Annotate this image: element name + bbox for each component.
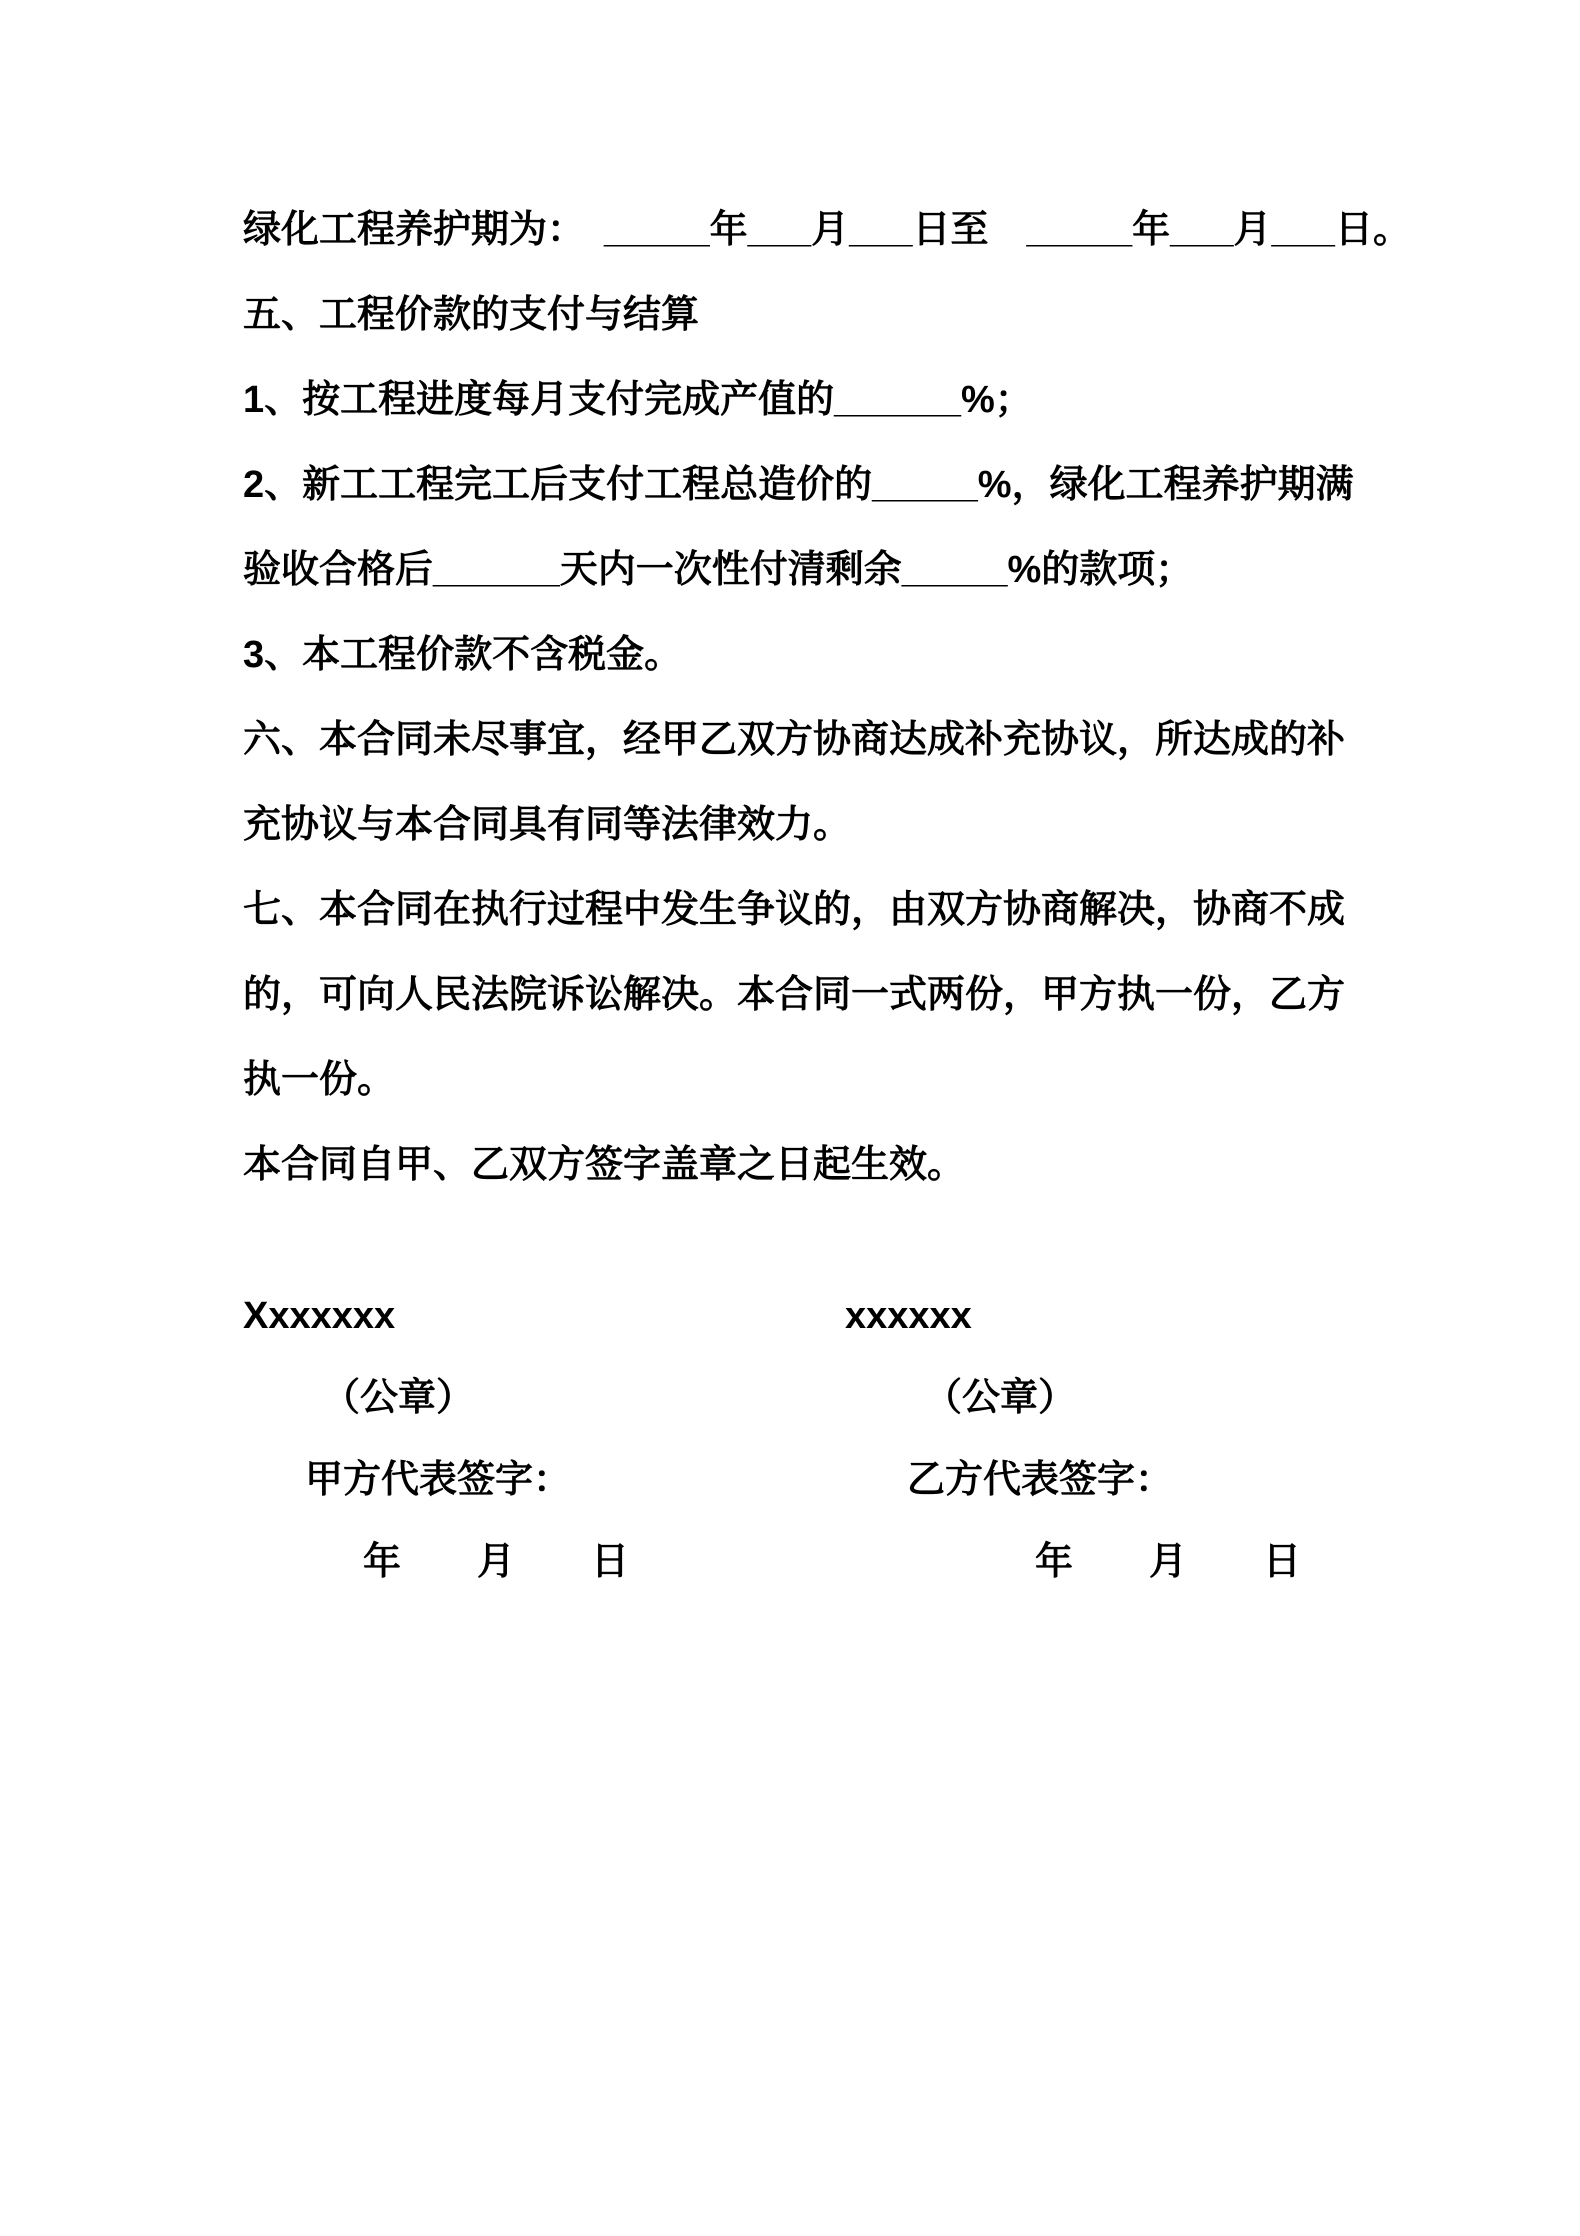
- party-b-signature-column: [845, 1275, 1455, 1603]
- item-5-2-continuation-acceptance: 验收合格后______天内一次性付清剩余_____%的款项；: [243, 549, 1194, 591]
- party-a-date-line: 年 月 日: [363, 1541, 630, 1583]
- party-b-company-name: xxxxxx: [845, 1295, 972, 1337]
- party-a-company-name: Xxxxxxx: [243, 1295, 396, 1337]
- heading-section-5-payment-settlement: 五、工程价款的支付与结算: [243, 294, 700, 336]
- party-a-signature-column: [243, 1275, 853, 1603]
- item-5-3-tax-exclusion: 3、本工程价款不含税金。: [243, 634, 683, 676]
- section-6-continuation-legal-effect: 充协议与本合同具有同等法律效力。: [243, 804, 852, 846]
- party-b-official-seal-label: （公章）: [924, 1377, 1077, 1419]
- section-6-supplementary-agreement: 六、本合同未尽事宜，经甲乙双方协商达成补充协议，所达成的补: [243, 719, 1346, 761]
- section-7-dispute-resolution: 七、本合同在执行过程中发生争议的，由双方协商解决，协商不成: [243, 889, 1346, 931]
- party-b-date-line: 年 月 日: [1035, 1541, 1302, 1583]
- line-maintenance-period: 绿化工程养护期为： _____年___月___日至 _____年___月___日。: [243, 209, 1411, 251]
- contract-body: [243, 188, 1411, 1208]
- party-b-representative-signature-label: 乙方代表签字：: [907, 1459, 1174, 1501]
- item-5-1-monthly-progress-payment: 1、按工程进度每月支付完成产值的______%；: [243, 379, 1033, 421]
- signature-block: [243, 1275, 1493, 1615]
- line-effective-date-clause: 本合同自甲、乙双方签字盖章之日起生效。: [243, 1144, 966, 1186]
- section-7-continuation-court-copies: 的，可向人民法院诉讼解决。本合同一式两份，甲方执一份，乙方: [243, 974, 1346, 1016]
- item-5-2-completion-payment: 2、新工工程完工后支付工程总造价的_____%，绿化工程养护期满: [243, 464, 1354, 506]
- section-7-continuation-one-copy: 执一份。: [243, 1059, 396, 1101]
- party-a-representative-signature-label: 甲方代表签字：: [305, 1459, 572, 1501]
- party-a-official-seal-label: （公章）: [322, 1377, 475, 1419]
